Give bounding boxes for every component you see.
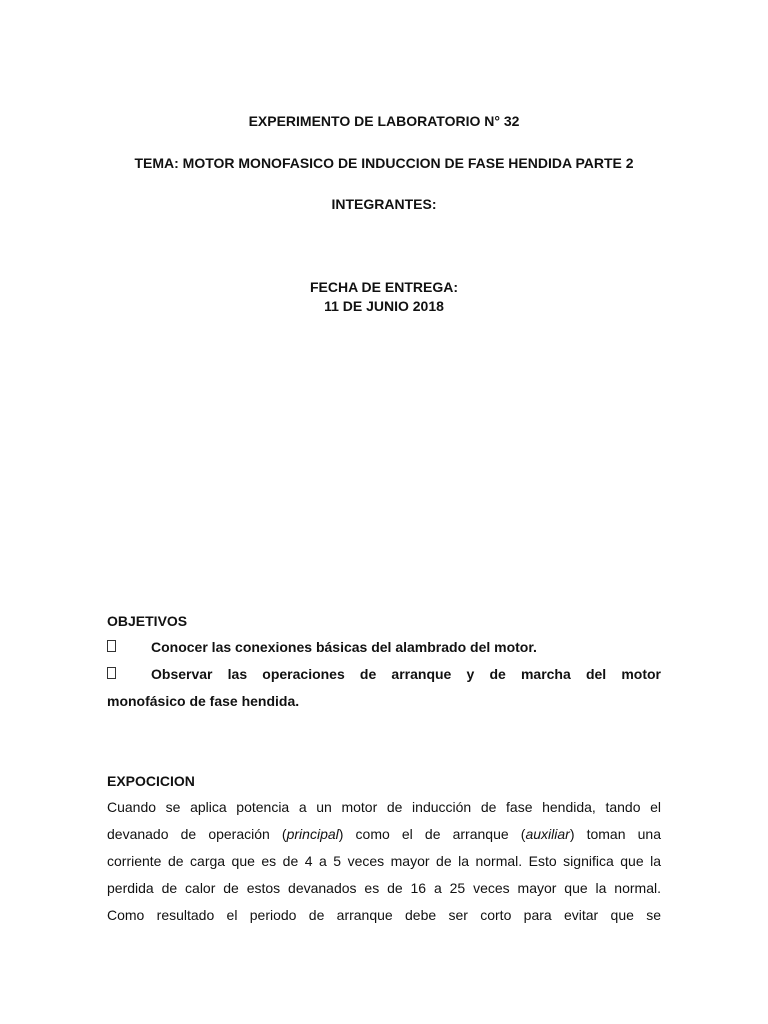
paragraph-line: Como resultado el periodo de arranque debe ser corto para evitar que se	[107, 907, 661, 923]
paragraph-line: perdida de calor de estos devanados es de 16 a 25 veces mayor que la normal.	[107, 880, 661, 896]
objectives-heading: OBJETIVOS	[107, 613, 188, 629]
objective-item	[107, 634, 661, 661]
topic-line: TEMA: MOTOR MONOFASICO DE INDUCCION DE FASE HENDIDA PARTE 2	[134, 155, 634, 171]
paragraph-line: corriente de carga que es de 4 a 5 veces mayor de la normal. Esto significa que la	[107, 853, 661, 869]
document-title: EXPERIMENTO DE LABORATORIO N° 32	[248, 113, 520, 129]
objective-text: Observar las operaciones de arranque y de marcha del motor	[151, 666, 661, 682]
exposition-paragraph	[107, 794, 661, 929]
bullet-box-icon	[107, 667, 116, 679]
paragraph-line: devanado de operación (principal) como el de arranque (auxiliar) toman una	[107, 826, 661, 842]
objective-item	[107, 661, 661, 688]
exposition-heading: EXPOCICION	[107, 773, 195, 789]
members-label: INTEGRANTES:	[331, 196, 437, 212]
due-date-value: 11 DE JUNIO 2018	[324, 298, 444, 314]
bullet-box-icon	[107, 640, 116, 652]
due-date-label: FECHA DE ENTREGA:	[309, 279, 459, 295]
objective-continuation: monofásico de fase hendida.	[107, 693, 300, 709]
objective-text: Conocer las conexiones básicas del alambrado del motor.	[151, 639, 537, 655]
paragraph-line: Cuando se aplica potencia a un motor de inducción de fase hendida, tando el	[107, 799, 661, 815]
